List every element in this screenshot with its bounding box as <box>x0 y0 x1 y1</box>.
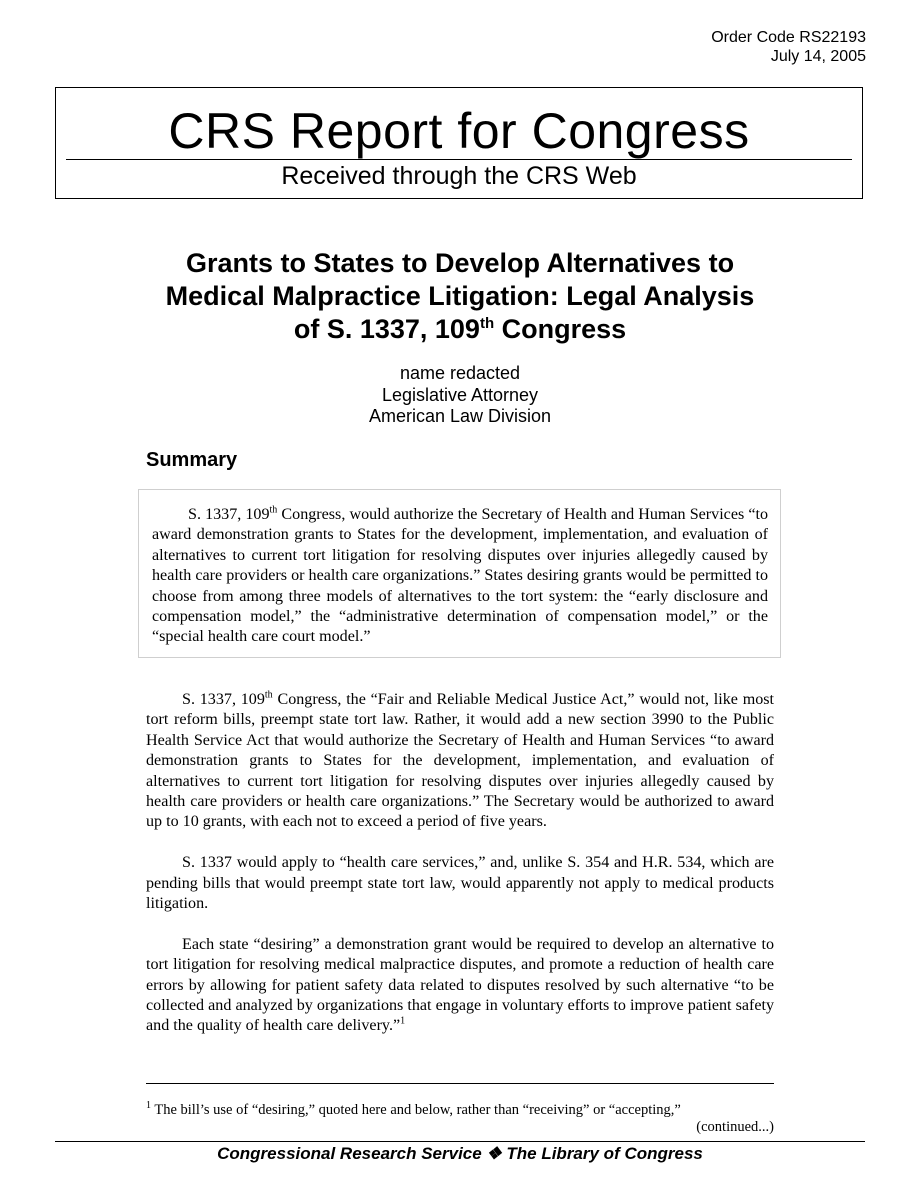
summary-text-post: Congress, would authorize the Secretary of Health and Human Services “to award demonstration grants to States for the development, implementation, and evaluation of alternatives to current tort litigation for resolving disputes over injuries allegedly caused by health care providers or health care organizations.” States desiring grants would be permitted to choose from among three models of alternatives to the tort system: the “early disclosure and compensation model,” the “administrative determination of compensation model,” or the “special health care court model.” <box>152 506 768 646</box>
body-ordinal-suffix: th <box>264 689 273 701</box>
title-line-3-post: Congress <box>494 314 627 344</box>
footnote-ref-1[interactable]: 1 <box>400 1016 406 1028</box>
page-footer: Congressional Research Service ❖ The Library of Congress <box>217 1144 703 1163</box>
order-code: Order Code RS22193 <box>711 29 866 46</box>
order-date: July 14, 2005 <box>770 48 866 65</box>
report-title <box>120 247 800 346</box>
body-paragraph-3-text: Each state “desiring” a demonstration grant would be required to develop an alternative to tort litigation for resolving medical malpractice disputes, and promote a reduction of health care errors by allowing for patient safety data related to disputes resolved by such alternative “to be collected and analyzed by organizations that engage in voluntary efforts to improve patient safety and the quality of health care delivery.” <box>146 935 774 1035</box>
footnote-text: The bill’s use of “desiring,” quoted here and below, rather than “receiving” or “accepting,” <box>151 1102 681 1118</box>
summary-text <box>152 505 768 648</box>
summary-ordinal-suffix: th <box>269 504 278 516</box>
summary-heading: Summary <box>146 449 238 471</box>
footnote-divider <box>146 1083 774 1084</box>
order-info <box>711 28 866 66</box>
body-paragraph-1-post: Congress, the “Fair and Reliable Medical Justice Act,” would not, like most tort reform bills, preempt state tort law. Rather, it would add a new section 3990 to the Public Health Service Act that would authorize the Secretary of Health and Human Services “to award demonstration grants to States for the development, implementation, and evaluation of alternatives to current tort litigation for resolving disputes over injuries allegedly caused by health care providers or health care organizations.” The Secretary would be authorized to award up to 10 grants, with each not to exceed a period of five years. <box>146 691 774 831</box>
title-line-2: Medical Malpractice Litigation: Legal Analysis <box>165 281 755 311</box>
author-role: Legislative Attorney <box>381 384 539 405</box>
summary-text-pre: S. 1337, 109 <box>188 506 270 523</box>
header-divider <box>66 159 852 160</box>
body-paragraph-1-pre: S. 1337, 109 <box>182 691 265 708</box>
footnote-1 <box>146 1102 774 1136</box>
title-ordinal-suffix: th <box>479 315 495 332</box>
title-line-1: Grants to States to Develop Alternatives to <box>185 248 735 278</box>
report-header-title: CRS Report for Congress <box>168 103 750 159</box>
footnote-line <box>146 1102 774 1119</box>
body-paragraph-2: S. 1337 would apply to “health care services,” and, unlike S. 354 and H.R. 534, which are pending bills that would preempt state tort law, would apparently not apply to medical products litigation. <box>146 854 774 913</box>
body-paragraph-3 <box>146 935 774 1037</box>
report-header-box <box>55 87 863 199</box>
body-paragraph-1 <box>146 690 774 833</box>
report-header-subtitle: Received through the CRS Web <box>281 162 637 190</box>
footnote-continued: (continued...) <box>696 1119 774 1135</box>
footer-divider <box>55 1141 865 1142</box>
title-line-3-pre: of S. 1337, 109 <box>293 314 480 344</box>
author-block <box>0 363 920 428</box>
author-name: name redacted <box>399 363 521 383</box>
body-text <box>146 690 774 1057</box>
summary-box <box>138 489 781 658</box>
footnote-number: 1 <box>146 1100 151 1112</box>
author-division: American Law Division <box>368 406 552 426</box>
title-line-3 <box>120 313 800 346</box>
